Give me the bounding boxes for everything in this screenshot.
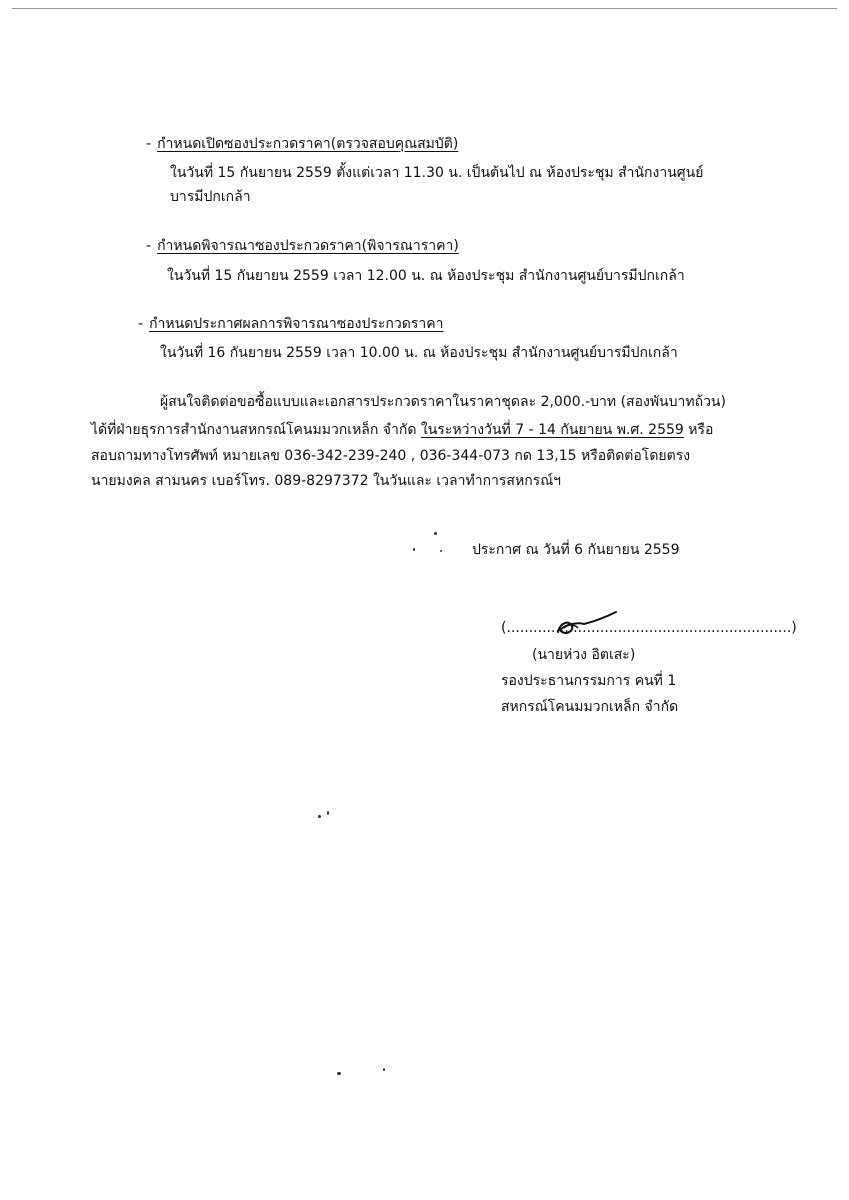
signer-position: รองประธานกรรมการ คนที่ 1 — [501, 673, 677, 689]
section-3-line-1: ในวันที่ 16 กันยายน 2559 เวลา 10.00 น. ณ ห้องประชุม สำนักงานศูนย์บารมีปกเกล้า — [160, 345, 678, 361]
scan-speck — [327, 811, 329, 815]
section-2-heading-line — [146, 236, 459, 256]
signature-dotted-line: (................................................................) — [501, 620, 797, 636]
section-1-heading-line — [146, 134, 458, 154]
section-1-line-2: บารมีปกเกล้า — [170, 189, 251, 205]
scan-speck — [440, 550, 442, 552]
bullet-dash: - — [146, 136, 152, 152]
section-1-heading: กำหนดเปิดซองประกวดราคา(ตรวจสอบคุณสมบัติ) — [157, 136, 459, 152]
section-2-heading: กำหนดพิจารณาซองประกวดราคา(พิจารณาราคา) — [157, 238, 459, 254]
paragraph-line-2-pre: ได้ที่ฝ่ายธุรการสำนักงานสหกรณ์โคนมมวกเหล็ก จำกัด — [91, 422, 421, 438]
section-3-heading: กำหนดประกาศผลการพิจารณาซองประกวดราคา — [149, 316, 444, 332]
scan-speck — [434, 532, 437, 535]
scan-speck — [318, 815, 321, 818]
paragraph-line-1: ผู้สนใจติดต่อขอซื้อแบบและเอกสารประกวดราคาในราคาชุดละ 2,000.-บาท (สองพันบาทถ้วน) — [160, 394, 726, 410]
paragraph-line-2-post: หรือ — [683, 422, 714, 438]
announce-date: ประกาศ ณ วันที่ 6 กันยายน 2559 — [472, 542, 680, 558]
signer-name: (นายห่วง อิตเสะ) — [532, 647, 636, 663]
section-2-line-1: ในวันที่ 15 กันยายน 2559 เวลา 12.00 น. ณ ห้องประชุม สำนักงานศูนย์บารมีปกเกล้า — [167, 268, 685, 284]
top-border-line — [12, 8, 837, 9]
scan-speck — [337, 1072, 341, 1075]
section-1-line-1: ในวันที่ 15 กันยายน 2559 ตั้งแต่เวลา 11.30 น. เป็นต้นไป ณ ห้องประชุม สำนักงานศูนย์ — [170, 165, 704, 181]
scan-speck — [413, 548, 415, 551]
signer-organization: สหกรณ์โคนมมวกเหล็ก จำกัด — [501, 699, 679, 715]
bullet-dash: - — [138, 316, 144, 332]
paragraph-line-4: นายมงคล สามนคร เบอร์โทร. 089-8297372 ในวันและ เวลาทำการสหกรณ์ฯ — [91, 473, 562, 489]
bullet-dash: - — [146, 238, 152, 254]
paragraph-line-2 — [91, 420, 713, 440]
section-3-heading-line — [138, 314, 443, 334]
scan-speck — [383, 1068, 385, 1071]
sale-period: ในระหว่างวันที่ 7 - 14 กันยายน พ.ศ. 2559 — [420, 422, 684, 438]
paragraph-line-3: สอบถามทางโทรศัพท์ หมายเลข 036-342-239-240 , 036-344-073 กด 13,15 หรือติดต่อโดยตรง — [91, 448, 691, 464]
